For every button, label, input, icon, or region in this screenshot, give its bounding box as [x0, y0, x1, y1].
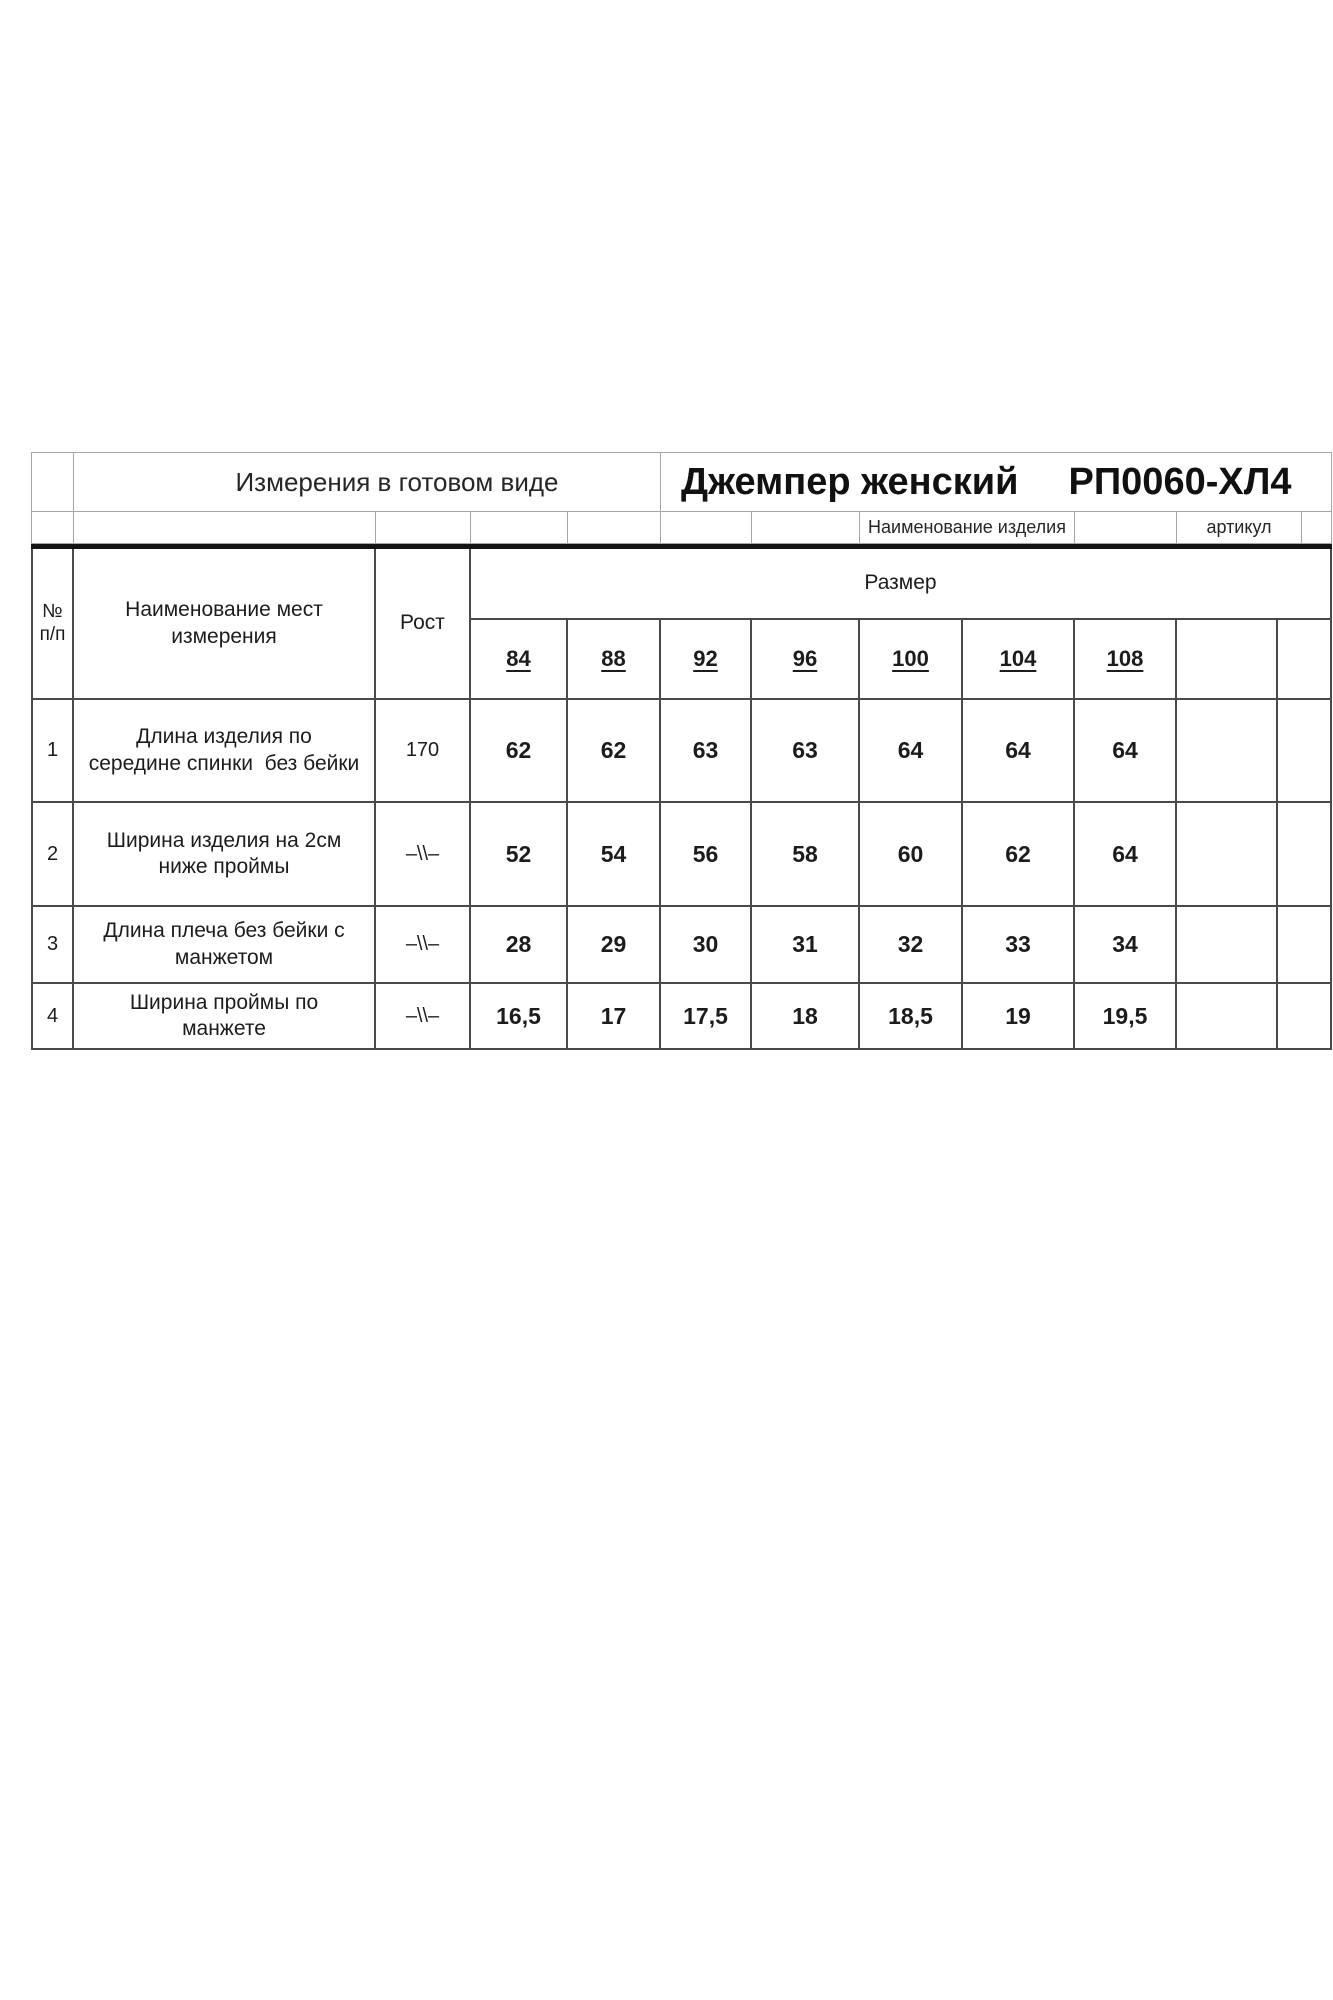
size-table [31, 452, 1332, 1050]
size-header: 100 [860, 620, 963, 700]
col-header-places: Наименование мест измерения [74, 549, 376, 700]
size-group-header: Размер [471, 549, 1332, 620]
empty-cell [1278, 984, 1332, 1050]
value-cell: 34 [1075, 907, 1177, 984]
col-header-num: № п/п [31, 549, 74, 700]
value-cell: 18 [752, 984, 860, 1050]
size-header: 92 [661, 620, 752, 700]
product-header [661, 452, 1332, 512]
row-num: 3 [31, 907, 74, 984]
row-name: Ширина изделия на 2см ниже проймы [74, 803, 376, 907]
value-cell: 33 [963, 907, 1075, 984]
empty-cell [1177, 700, 1278, 803]
value-cell: 56 [661, 803, 752, 907]
row-height: 170 [376, 700, 471, 803]
size-header: 96 [752, 620, 860, 700]
value-cell: 60 [860, 803, 963, 907]
table-title: Измерения в готовом виде [74, 452, 661, 512]
article-code: РП0060-ХЛ4 [1068, 460, 1292, 503]
empty-cell [74, 512, 376, 544]
size-header: 84 [471, 620, 568, 700]
value-cell: 52 [471, 803, 568, 907]
value-cell: 17,5 [661, 984, 752, 1050]
empty-cell [31, 512, 74, 544]
value-cell: 58 [752, 803, 860, 907]
row-num: 4 [31, 984, 74, 1050]
value-cell: 17 [568, 984, 661, 1050]
value-cell: 64 [963, 700, 1075, 803]
empty-cell [1075, 512, 1177, 544]
corner-cell [31, 452, 74, 512]
empty-cell [471, 512, 568, 544]
value-cell: 30 [661, 907, 752, 984]
row-num: 2 [31, 803, 74, 907]
value-cell: 32 [860, 907, 963, 984]
value-cell: 19,5 [1075, 984, 1177, 1050]
size-header: 88 [568, 620, 661, 700]
article-label: артикул [1177, 512, 1302, 544]
value-cell: 64 [860, 700, 963, 803]
row-height: –\\– [376, 984, 471, 1050]
value-cell: 29 [568, 907, 661, 984]
value-cell: 54 [568, 803, 661, 907]
value-cell: 18,5 [860, 984, 963, 1050]
row-name: Ширина проймы по манжете [74, 984, 376, 1050]
value-cell: 64 [1075, 700, 1177, 803]
value-cell: 63 [661, 700, 752, 803]
empty-cell [1278, 700, 1332, 803]
size-header: 104 [963, 620, 1075, 700]
empty-cell [661, 512, 752, 544]
value-cell: 19 [963, 984, 1075, 1050]
row-height: –\\– [376, 907, 471, 984]
product-name: Джемпер женский [681, 460, 1019, 503]
empty-cell [1278, 907, 1332, 984]
value-cell: 28 [471, 907, 568, 984]
value-cell: 62 [568, 700, 661, 803]
row-name: Длина изделия по середине спинки без бейки [74, 700, 376, 803]
row-num: 1 [31, 700, 74, 803]
product-name-label: Наименование изделия [860, 512, 1075, 544]
value-cell: 16,5 [471, 984, 568, 1050]
value-cell: 62 [471, 700, 568, 803]
empty-cell [1177, 907, 1278, 984]
empty-cell [1278, 803, 1332, 907]
value-cell: 64 [1075, 803, 1177, 907]
empty-cell [1177, 984, 1278, 1050]
value-cell: 63 [752, 700, 860, 803]
empty-cell [752, 512, 860, 544]
row-name: Длина плеча без бейки с манжетом [74, 907, 376, 984]
row-height: –\\– [376, 803, 471, 907]
value-cell: 62 [963, 803, 1075, 907]
empty-cell [1177, 620, 1278, 700]
empty-cell [1278, 620, 1332, 700]
empty-cell [376, 512, 471, 544]
col-header-height: Рост [376, 549, 471, 700]
size-header: 108 [1075, 620, 1177, 700]
empty-cell [568, 512, 661, 544]
empty-cell [1302, 512, 1332, 544]
empty-cell [1177, 803, 1278, 907]
value-cell: 31 [752, 907, 860, 984]
